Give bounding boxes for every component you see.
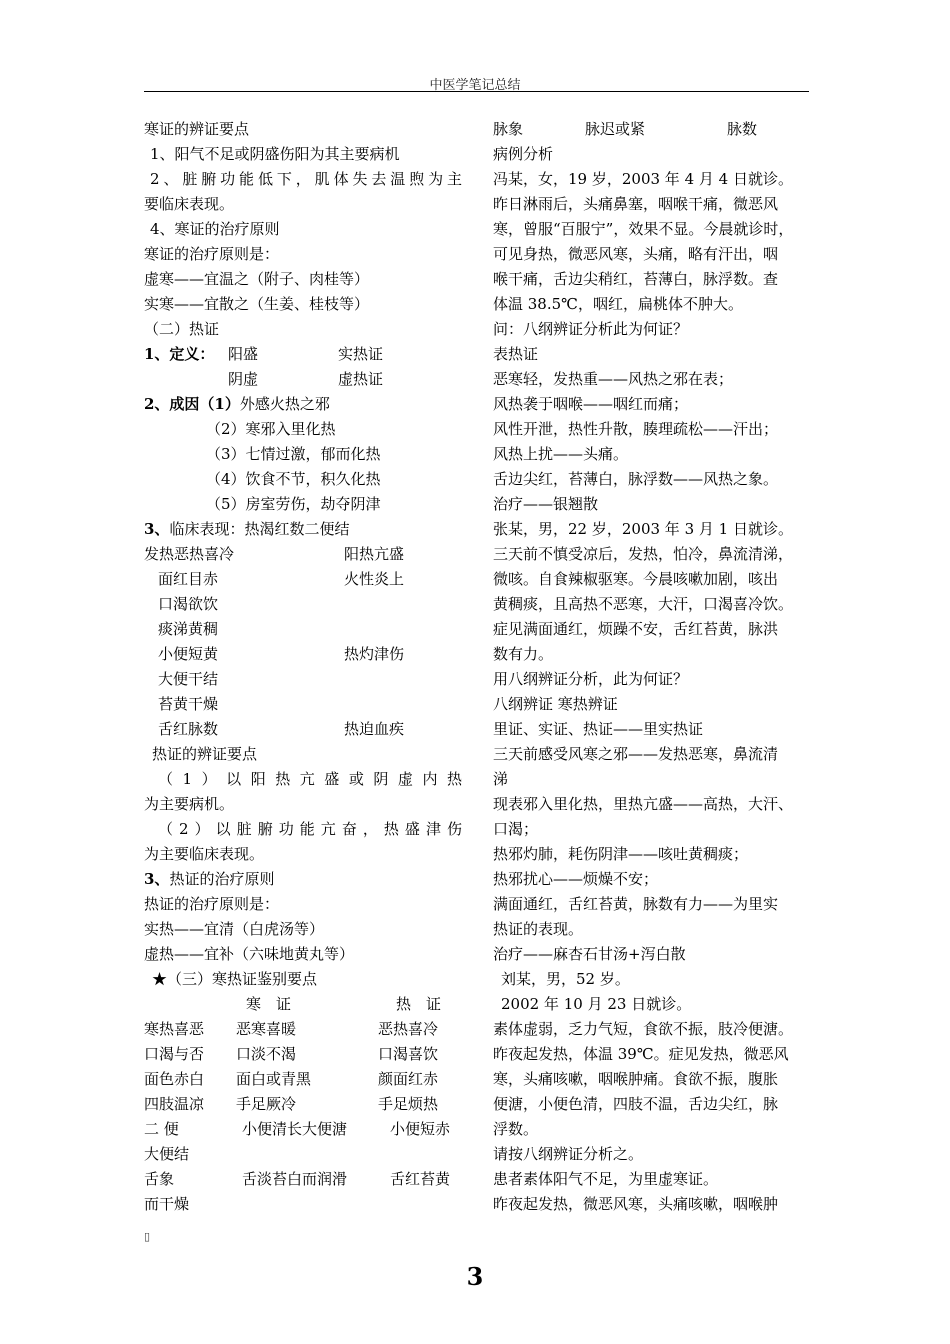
text-line: 寒，曾服“百服宁”，效果不显。今晨就诊时， bbox=[493, 220, 794, 238]
text-line: 数有力。 bbox=[493, 645, 554, 663]
text-line: 2、脏腑功能低下，肌体失去温煦为主 bbox=[150, 170, 462, 188]
text-line: 1、阳气不足或阴盛伤阳为其主要病机 bbox=[150, 145, 400, 163]
text-line: 体温 38.5℃，咽红，扁桃体不肿大。 bbox=[493, 295, 743, 313]
row-heat: 手足烦热 bbox=[378, 1095, 439, 1113]
cause-label: 2、成因（1） bbox=[144, 395, 240, 413]
text-line: 刘某，男，52 岁。 bbox=[501, 970, 630, 988]
section-heading: 4、寒证的治疗原则 bbox=[150, 220, 280, 238]
text-line: 三天前感受风寒之邪——发热恶寒，鼻流清 bbox=[493, 745, 779, 763]
symptom: 舌红脉数 bbox=[158, 720, 219, 738]
text-line: 风热上扰——头痛。 bbox=[493, 445, 629, 463]
section-heading: （二）热证 bbox=[144, 320, 220, 338]
symptom-line: 口渴欲饮 bbox=[158, 595, 219, 613]
text-line: 昨夜起发热，体温 39℃。症见发热，微恶风 bbox=[493, 1045, 789, 1063]
cause-line: （4）饮食不节，积久化热 bbox=[206, 470, 381, 488]
text-line: 里证、实证、热证——里实热证 bbox=[493, 720, 704, 738]
comparison-row bbox=[144, 1167, 462, 1192]
symptom-line bbox=[144, 567, 462, 592]
text-line: （2）以脏腑功能亢奋，热盛津伤 bbox=[158, 820, 462, 838]
row-heat: 颜面红赤 bbox=[378, 1070, 439, 1088]
answer-line: 八纲辨证 寒热辨证 bbox=[493, 695, 618, 713]
text-line: 热证的表现。 bbox=[493, 920, 584, 938]
page-number: 3 bbox=[466, 1262, 484, 1291]
text-line: 虚热——宜补（六味地黄丸等） bbox=[144, 945, 355, 963]
footer-mark: ▯ bbox=[144, 1230, 151, 1243]
text-line: 寒，头痛咳嗽，咽喉肿痛。食欲不振，腹胀 bbox=[493, 1070, 779, 1088]
text-line: 恶寒轻，发热重——风热之邪在表； bbox=[493, 370, 734, 388]
text-line: 患者素体阳气不足，为里虚寒证。 bbox=[493, 1170, 719, 1188]
text-line: 为主要临床表现。 bbox=[144, 845, 265, 863]
row-cold: 脉迟或紧 bbox=[585, 120, 646, 138]
symptom-line bbox=[144, 717, 462, 742]
row-heat: 口渴喜饮 bbox=[378, 1045, 439, 1063]
comparison-row-continued: 而干燥 bbox=[144, 1195, 190, 1213]
text-line: 为主要病机。 bbox=[144, 795, 235, 813]
text-line: 张某，男，22 岁，2003 年 3 月 1 日就诊。 bbox=[493, 520, 793, 538]
comparison-row bbox=[493, 117, 811, 142]
text-line: 黄稠痰，且高热不恶寒，大汗，口渴喜冷饮。 bbox=[493, 595, 794, 613]
row-key: 舌象 bbox=[144, 1170, 175, 1188]
text-line: 热邪灼肺，耗伤阴津——咳吐黄稠痰； bbox=[493, 845, 749, 863]
symptom-line bbox=[144, 542, 462, 567]
text-line: 风热袭于咽喉——咽红而痛； bbox=[493, 395, 689, 413]
cause-line: （3）七情过激，郁而化热 bbox=[206, 445, 381, 463]
mechanism: 热灼津伤 bbox=[344, 645, 405, 663]
row-key: 面色赤白 bbox=[144, 1070, 205, 1088]
definition-value: 虚热证 bbox=[338, 370, 384, 388]
text-line: 微咳。自食辣椒驱寒。今晨咳嗽加剧，咳出 bbox=[493, 570, 779, 588]
symptom-line: 痰涕黄稠 bbox=[158, 620, 219, 638]
row-key: 二 便 bbox=[144, 1120, 179, 1138]
text-line: 寒证的治疗原则是： bbox=[144, 245, 280, 263]
right-column bbox=[493, 117, 811, 1217]
text-line: 浮数。 bbox=[493, 1120, 539, 1138]
symptom-line bbox=[144, 642, 462, 667]
symptom: 面红目赤 bbox=[158, 570, 219, 588]
comparison-row bbox=[144, 1067, 462, 1092]
treatment-line: 治疗——麻杏石甘汤+泻白散 bbox=[493, 945, 686, 963]
text-line: 可见身热，微恶风寒，头痛，略有汗出，咽 bbox=[493, 245, 779, 263]
text-line: 实寒——宜散之（生姜、桂枝等） bbox=[144, 295, 370, 313]
text-line: 现表邪入里化热，里热亢盛——高热，大汗、 bbox=[493, 795, 794, 813]
text-line: 舌边尖红，苔薄白，脉浮数——风热之象。 bbox=[493, 470, 779, 488]
text-line: 便溏，小便色清，四肢不温，舌边尖红，脉 bbox=[493, 1095, 779, 1113]
comparison-row-continued: 大便结 bbox=[144, 1145, 190, 1163]
cause-line: （5）房室劳伤，劫夺阴津 bbox=[206, 495, 381, 513]
question-line: 用八纲辨证分析，此为何证？ bbox=[493, 670, 689, 688]
row-cold: 手足厥冷 bbox=[236, 1095, 297, 1113]
section-heading: 寒证的辨证要点 bbox=[144, 120, 250, 138]
row-cold: 恶寒喜暖 bbox=[236, 1020, 297, 1038]
definition-term: 阴虚 bbox=[228, 370, 259, 388]
text-line: 要临床表现。 bbox=[144, 195, 235, 213]
definition-label: 1、定义： bbox=[144, 345, 215, 363]
mechanism: 火性炎上 bbox=[344, 570, 405, 588]
comparison-row bbox=[144, 1092, 462, 1117]
symptom-line: 大便干结 bbox=[158, 670, 219, 688]
text-line: （1）以阳热亢盛或阴虚内热 bbox=[158, 770, 462, 788]
comparison-row bbox=[144, 1017, 462, 1042]
row-key: 寒热喜恶 bbox=[144, 1020, 205, 1038]
text-line: 昨夜起发热，微恶风寒，头痛咳嗽，咽喉肿 bbox=[493, 1195, 779, 1213]
row-cold: 面白或青黑 bbox=[236, 1070, 312, 1088]
column-header-heat: 热 证 bbox=[396, 995, 442, 1013]
row-heat: 小便短赤 bbox=[390, 1120, 451, 1138]
row-cold: 小便清长大便溏 bbox=[242, 1120, 348, 1138]
section-heading: 3、临床表现：热渴红数二便结 bbox=[144, 520, 350, 538]
text-line: 冯某，女，19 岁，2003 年 4 月 4 日就诊。 bbox=[493, 170, 793, 188]
cause-line bbox=[144, 392, 462, 417]
text-line: 实热——宜清（白虎汤等） bbox=[144, 920, 325, 938]
text-line: 喉干痛，舌边尖稍红，苔薄白，脉浮数。查 bbox=[493, 270, 779, 288]
cause-line: （2）寒邪入里化热 bbox=[206, 420, 336, 438]
row-heat: 恶热喜冷 bbox=[378, 1020, 439, 1038]
text-line: 口渴； bbox=[493, 820, 539, 838]
text-line: 素体虚弱，乏力气短，食欲不振，肢冷便溏。 bbox=[493, 1020, 794, 1038]
symptom: 发热恶热喜冷 bbox=[144, 545, 235, 563]
row-heat: 舌红苔黄 bbox=[390, 1170, 451, 1188]
text-line: 满面通红，舌红苔黄，脉数有力——为里实 bbox=[493, 895, 779, 913]
section-heading: 热证的辨证要点 bbox=[152, 745, 258, 763]
symptom: 小便短黄 bbox=[158, 645, 219, 663]
definition-term: 阳盛 bbox=[228, 345, 259, 363]
symptom-line: 苔黄干燥 bbox=[158, 695, 219, 713]
page-header-title: 中医学笔记总结 bbox=[429, 78, 521, 93]
definition-value: 实热证 bbox=[338, 345, 384, 363]
section-heading: ★（三）寒热证鉴别要点 bbox=[152, 970, 318, 988]
text-line: 热邪扰心——烦燥不安； bbox=[493, 870, 659, 888]
question-line: 问：八纲辨证分析此为何证？ bbox=[493, 320, 689, 338]
mechanism: 热迫血疾 bbox=[344, 720, 405, 738]
header-divider bbox=[144, 91, 809, 92]
section-heading: 3、热证的治疗原则 bbox=[144, 870, 275, 888]
row-heat: 脉数 bbox=[727, 120, 758, 138]
row-key: 四肢温凉 bbox=[144, 1095, 205, 1113]
section-heading: 病例分析 bbox=[493, 145, 554, 163]
definition-line bbox=[144, 367, 462, 392]
treatment-line: 治疗——银翘散 bbox=[493, 495, 599, 513]
answer-line: 表热证 bbox=[493, 345, 539, 363]
text-line: 昨日淋雨后，头痛鼻塞，咽喉干痛，微恶风 bbox=[493, 195, 779, 213]
comparison-row bbox=[144, 1117, 462, 1142]
comparison-row bbox=[144, 1042, 462, 1067]
left-column bbox=[144, 117, 462, 1217]
question-line: 请按八纲辨证分析之。 bbox=[493, 1145, 644, 1163]
cause-text: 外感火热之邪 bbox=[239, 395, 330, 413]
mechanism: 阳热亢盛 bbox=[344, 545, 405, 563]
text-line: 风性开泄，热性升散，腠理疏松——汗出； bbox=[493, 420, 779, 438]
text-line: 热证的治疗原则是： bbox=[144, 895, 280, 913]
definition-line bbox=[144, 342, 462, 367]
row-key: 口渴与否 bbox=[144, 1045, 205, 1063]
row-key: 脉象 bbox=[493, 120, 524, 138]
text-line: 虚寒——宜温之（附子、肉桂等） bbox=[144, 270, 370, 288]
text-line: 症见满面通红，烦躁不安，舌红苔黄，脉洪 bbox=[493, 620, 779, 638]
column-header-cold: 寒 证 bbox=[246, 995, 292, 1013]
text-line: 三天前不慎受凉后，发热，怕冷，鼻流清涕， bbox=[493, 545, 794, 563]
comparison-header bbox=[144, 992, 462, 1017]
text-line: 涕 bbox=[493, 770, 509, 788]
text-line: 2002 年 10 月 23 日就诊。 bbox=[501, 995, 692, 1013]
row-cold: 口淡不渴 bbox=[236, 1045, 297, 1063]
row-cold: 舌淡苔白而润滑 bbox=[242, 1170, 348, 1188]
